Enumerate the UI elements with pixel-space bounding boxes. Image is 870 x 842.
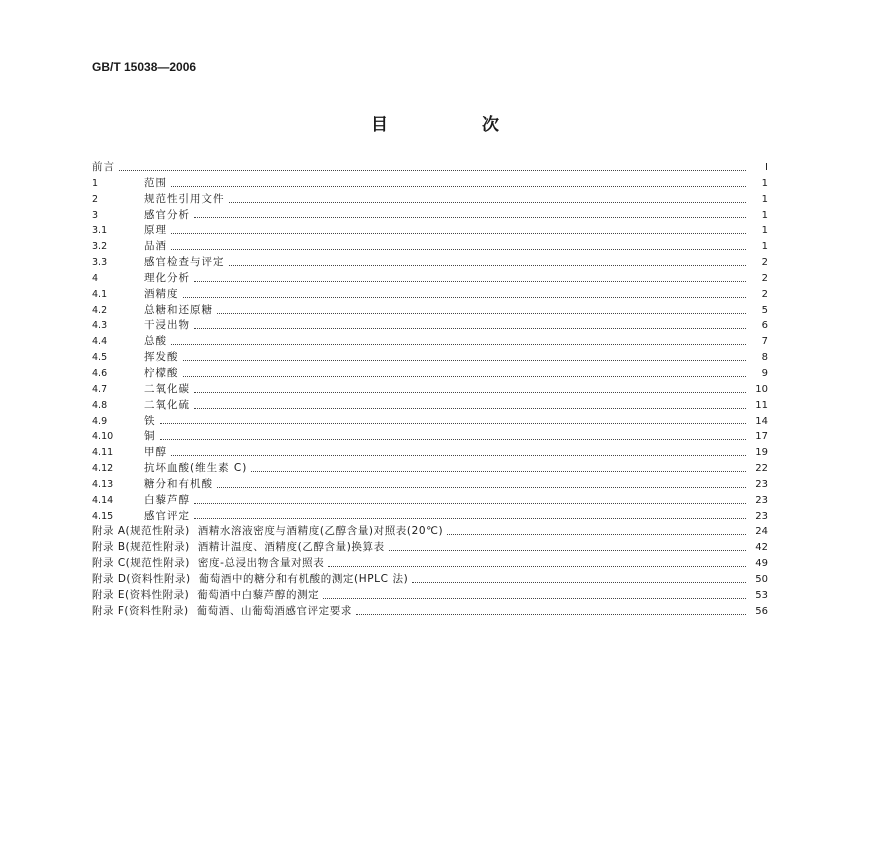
toc-entry-page: 1: [761, 177, 768, 189]
toc-entry-page: 9: [761, 367, 768, 379]
toc-dot-leader: [251, 470, 746, 472]
toc-entry-label: 二氧化碳: [144, 382, 190, 395]
toc-entry-number: 附录 E(资料性附录): [92, 588, 190, 601]
toc-entry[interactable]: [92, 287, 768, 303]
toc-entry-label: 挥发酸: [144, 351, 179, 364]
toc-dot-leader: [194, 327, 746, 329]
toc-dot-leader: [217, 312, 746, 314]
toc-dot-leader: [171, 343, 746, 345]
toc-dot-leader: [194, 216, 746, 218]
toc-entry[interactable]: [92, 445, 768, 461]
toc-entry-label: 酒精度: [144, 287, 179, 300]
toc-entry-number: 4.3: [92, 320, 108, 332]
toc-entry-label: 理化分析: [144, 271, 190, 284]
toc-entry[interactable]: [92, 477, 768, 493]
toc-dot-leader: [356, 613, 746, 615]
toc-entry[interactable]: [92, 192, 768, 208]
toc-dot-leader: [389, 549, 746, 551]
toc-entry-page: 50: [755, 573, 768, 585]
toc-dot-leader: [412, 581, 746, 583]
toc-entry-page: 1: [761, 209, 768, 221]
toc-entry-page: 17: [755, 431, 768, 443]
toc-entry-label: 糖分和有机酸: [144, 477, 213, 490]
toc-entry-label: 柠檬酸: [144, 366, 179, 379]
toc-entry-page: 2: [761, 288, 768, 300]
toc-entry-number: 附录 C(规范性附录): [92, 557, 190, 570]
toc-entry[interactable]: [92, 588, 768, 604]
toc-entry-number: 2: [92, 193, 99, 205]
toc-dot-leader: [229, 264, 747, 266]
toc-dot-leader: [171, 248, 746, 250]
table-of-contents: [92, 160, 768, 619]
toc-dot-leader: [229, 201, 747, 203]
toc-dot-leader: [183, 375, 747, 377]
toc-entry-label: 铜: [144, 430, 156, 443]
toc-entry[interactable]: [92, 414, 768, 430]
toc-entry[interactable]: [92, 604, 768, 620]
toc-entry-number: 4.13: [92, 478, 114, 490]
toc-entry[interactable]: [92, 303, 768, 319]
toc-entry[interactable]: [92, 382, 768, 398]
toc-dot-leader: [171, 454, 746, 456]
toc-entry-label: 葡萄酒中的糖分和有机酸的测定(HPLC 法): [198, 572, 409, 585]
toc-entry-page: 5: [761, 304, 768, 316]
toc-entry-label: 范围: [144, 176, 167, 189]
toc-entry[interactable]: [92, 350, 768, 366]
toc-entry-label: 葡萄酒、山葡萄酒感官评定要求: [196, 604, 352, 617]
toc-entry-label: 总酸: [144, 335, 167, 348]
toc-entry-number: 4.12: [92, 463, 114, 475]
toc-entry-number: 4.11: [92, 447, 114, 459]
toc-entry-label: 密度-总浸出物含量对照表: [197, 557, 325, 570]
toc-entry-label: 酒精水溶液密度与酒精度(乙醇含量)对照表(20℃): [197, 525, 444, 538]
toc-dot-leader: [194, 280, 746, 282]
toc-entry-label: 铁: [144, 414, 156, 427]
toc-entry-page: 10: [755, 383, 768, 395]
toc-entry-label: 白藜芦醇: [144, 493, 190, 506]
toc-entry-number: 1: [92, 177, 99, 189]
toc-entry[interactable]: [92, 223, 768, 239]
toc-entry[interactable]: [92, 524, 768, 540]
toc-entry-page: Ⅰ: [765, 162, 768, 173]
toc-entry-number: 4.14: [92, 494, 114, 506]
toc-entry-label: 感官评定: [144, 509, 190, 522]
toc-entry-number: 附录 B(规范性附录): [92, 541, 190, 554]
toc-entry[interactable]: [92, 239, 768, 255]
toc-entry-label: 感官分析: [144, 208, 190, 221]
toc-entry-page: 53: [755, 589, 768, 601]
toc-entry-number: 4.7: [92, 383, 108, 395]
toc-entry[interactable]: [92, 366, 768, 382]
toc-dot-leader: [447, 533, 746, 535]
toc-entry-page: 1: [761, 225, 768, 237]
toc-entry-page: 24: [755, 526, 768, 538]
toc-dot-leader: [328, 565, 746, 567]
toc-entry-page: 2: [761, 272, 768, 284]
toc-entry-number: 4.15: [92, 510, 114, 522]
toc-entry-page: 1: [761, 193, 768, 205]
toc-entry-page: 1: [761, 241, 768, 253]
toc-entry-label: 规范性引用文件: [144, 192, 225, 205]
toc-entry-label: 酒精计温度、酒精度(乙醇含量)换算表: [197, 541, 385, 554]
toc-entry[interactable]: [92, 271, 768, 287]
standard-code: GB/T 15038—2006: [92, 60, 197, 74]
toc-entry-number: 4.1: [92, 288, 108, 300]
toc-dot-leader: [194, 502, 746, 504]
toc-entry-number: 4.6: [92, 367, 108, 379]
toc-entry-number: 附录 A(规范性附录): [92, 525, 190, 538]
toc-entry-page: 49: [755, 558, 768, 570]
toc-entry-number: 附录 D(资料性附录): [92, 572, 191, 585]
toc-entry-label: 二氧化硫: [144, 398, 190, 411]
toc-entry-label: 甲醇: [144, 446, 167, 459]
toc-entry-label: 干浸出物: [144, 319, 190, 332]
toc-entry-label: 品酒: [144, 240, 167, 253]
toc-entry-page: 19: [755, 447, 768, 459]
toc-entry[interactable]: [92, 556, 768, 572]
toc-entry-number: 4.2: [92, 304, 108, 316]
toc-entry-page: 6: [761, 320, 768, 332]
toc-dot-leader: [194, 391, 746, 393]
toc-entry-number: 3: [92, 209, 99, 221]
toc-entry[interactable]: [92, 334, 768, 350]
toc-entry-page: 42: [755, 542, 768, 554]
toc-entry[interactable]: [92, 398, 768, 414]
toc-entry-number: 3.1: [92, 225, 108, 237]
toc-entry-number: 4.9: [92, 415, 108, 427]
toc-entry-number: 4.8: [92, 399, 108, 411]
toc-entry[interactable]: [92, 318, 768, 334]
toc-entry-page: 14: [755, 415, 768, 427]
toc-dot-leader: [217, 486, 746, 488]
toc-entry-page: 11: [755, 399, 768, 411]
toc-dot-leader: [323, 597, 746, 599]
toc-entry-label: 原理: [144, 224, 167, 237]
toc-dot-leader: [171, 232, 746, 234]
toc-entry[interactable]: [92, 176, 768, 192]
toc-entry-label: 总糖和还原糖: [144, 303, 213, 316]
toc-dot-leader: [194, 517, 746, 519]
toc-entry[interactable]: [92, 509, 768, 525]
toc-entry-number: 3.3: [92, 257, 108, 269]
toc-entry[interactable]: [92, 160, 768, 176]
toc-entry[interactable]: [92, 255, 768, 271]
toc-entry-page: 7: [761, 336, 768, 348]
toc-dot-leader: [160, 422, 747, 424]
toc-dot-leader: [171, 185, 746, 187]
toc-entry-number: 4.5: [92, 352, 108, 364]
toc-entry-page: 56: [755, 605, 768, 617]
toc-entry-number: 4.4: [92, 336, 108, 348]
toc-entry-number: 附录 F(资料性附录): [92, 604, 189, 617]
toc-entry[interactable]: [92, 572, 768, 588]
toc-dot-leader: [160, 438, 747, 440]
toc-entry-label: 葡萄酒中白藜芦醇的测定: [197, 588, 320, 601]
toc-entry-page: 23: [755, 478, 768, 490]
toc-entry[interactable]: [92, 429, 768, 445]
toc-entry-number: 4.10: [92, 431, 114, 443]
toc-entry[interactable]: [92, 493, 768, 509]
toc-dot-leader: [194, 407, 746, 409]
toc-dot-leader: [183, 296, 747, 298]
toc-entry[interactable]: [92, 208, 768, 224]
toc-entry-label: 抗坏血酸(维生素 C): [144, 462, 248, 475]
toc-dot-leader: [119, 169, 746, 171]
page-title: 目 次: [371, 115, 543, 135]
toc-entry-label: 感官检查与评定: [144, 256, 225, 269]
toc-entry-page: 23: [755, 510, 768, 522]
toc-entry-page: 22: [755, 463, 768, 475]
toc-entry[interactable]: [92, 461, 768, 477]
toc-dot-leader: [183, 359, 747, 361]
toc-entry[interactable]: [92, 540, 768, 556]
toc-entry-page: 23: [755, 494, 768, 506]
toc-entry-number: 3.2: [92, 241, 108, 253]
toc-entry-label: 前言: [92, 161, 115, 173]
toc-entry-page: 8: [761, 352, 768, 364]
toc-entry-page: 2: [761, 257, 768, 269]
toc-entry-number: 4: [92, 272, 99, 284]
